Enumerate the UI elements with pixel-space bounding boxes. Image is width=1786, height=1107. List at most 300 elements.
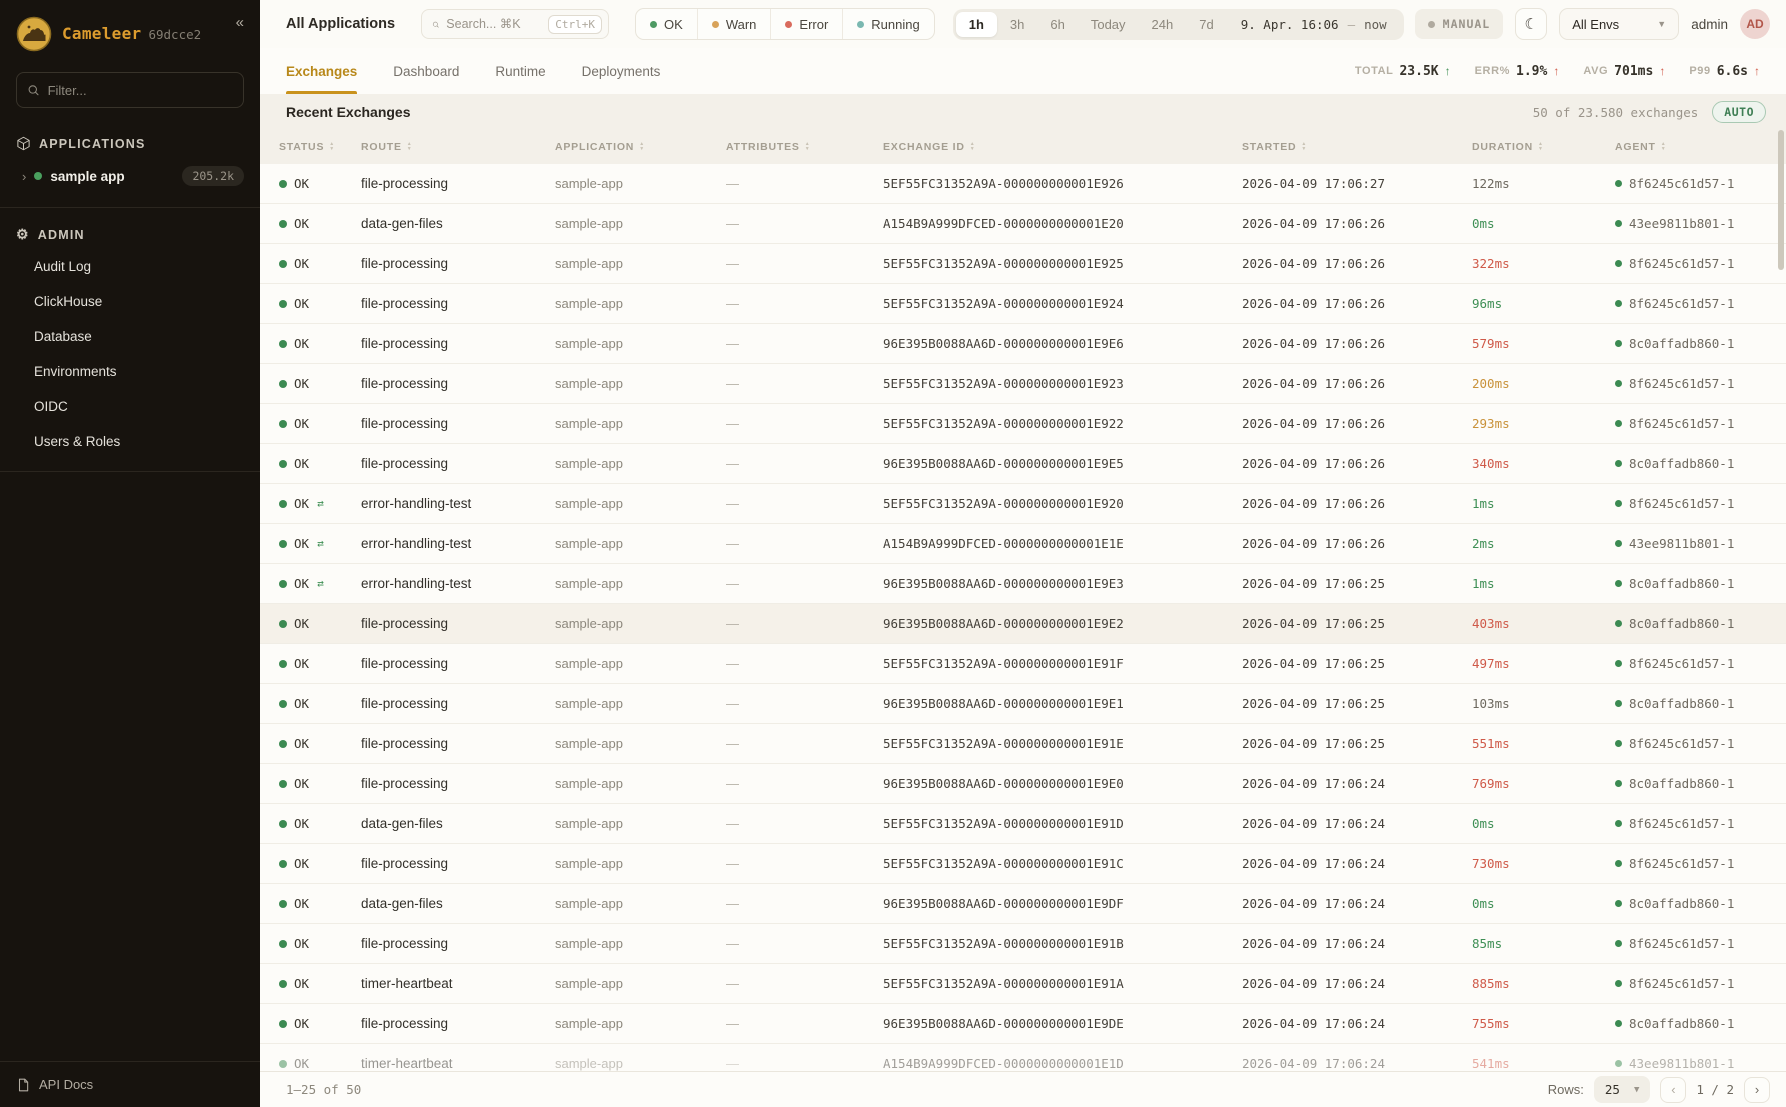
chevron-down-icon: ▼	[1657, 19, 1667, 29]
table-row[interactable]	[260, 924, 1786, 964]
status-cell	[279, 216, 361, 231]
agent-status-dot	[1615, 220, 1622, 227]
stat-value: 6.6s	[1716, 63, 1748, 79]
exchange-id-cell: 5EF55FC31352A9A-000000000001E924	[883, 296, 1124, 311]
started-cell: 2026-04-09 17:06:24	[1242, 896, 1385, 911]
trend-up-icon: ↑	[1553, 64, 1560, 78]
agent-label: 8f6245c61d57-1	[1629, 176, 1735, 191]
stat-err	[1475, 64, 1560, 79]
table-row[interactable]	[260, 884, 1786, 924]
sidebar-item-database[interactable]: Database	[34, 329, 92, 344]
status-cell	[279, 576, 361, 591]
status-ok-dot	[279, 580, 287, 588]
agent-label: 8f6245c61d57-1	[1629, 936, 1735, 951]
table-row[interactable]	[260, 484, 1786, 524]
sidebar	[0, 0, 260, 1107]
rows-per-page-select[interactable]	[1594, 1076, 1650, 1103]
table-row[interactable]	[260, 964, 1786, 1004]
agent-status-dot	[1615, 540, 1622, 547]
agent-status-dot	[1615, 940, 1622, 947]
duration-cell: 730ms	[1472, 856, 1510, 871]
table-row[interactable]	[260, 404, 1786, 444]
column-header-route[interactable]: ROUTE ▲ ▼	[361, 141, 555, 153]
status-ok-dot	[279, 700, 287, 708]
application-cell: sample-app	[555, 296, 623, 311]
agent-cell	[1615, 1016, 1772, 1031]
tab-dashboard[interactable]: Dashboard	[393, 48, 459, 94]
section-right	[1533, 101, 1766, 123]
agent-status-dot	[1615, 380, 1622, 387]
agent-label: 8f6245c61d57-1	[1629, 736, 1735, 751]
application-cell: sample-app	[555, 216, 623, 231]
agent-label: 8f6245c61d57-1	[1629, 296, 1735, 311]
status-label: OK	[294, 896, 310, 911]
filter-chip-warn[interactable]	[697, 9, 771, 39]
table-row[interactable]	[260, 724, 1786, 764]
duration-cell: 1ms	[1472, 576, 1495, 591]
sidebar-item-label: sample app	[50, 168, 125, 184]
application-cell: sample-app	[555, 1016, 623, 1031]
stat-label: TOTAL	[1354, 65, 1394, 77]
exchange-id-cell: A154B9A999DFCED-0000000000001E20	[883, 216, 1124, 231]
table-footer	[260, 1071, 1786, 1107]
attributes-cell: —	[726, 1016, 739, 1031]
time-start: 9. Apr. 16:06	[1240, 16, 1339, 32]
status-cell	[279, 176, 361, 191]
exchange-count-badge: 205.2k	[182, 166, 244, 186]
route-cell: file-processing	[361, 736, 449, 751]
brand-name: Cameleer	[62, 24, 142, 43]
agent-label: 8f6245c61d57-1	[1629, 496, 1735, 511]
table-row[interactable]	[260, 324, 1786, 364]
agent-cell	[1615, 896, 1772, 911]
table-row[interactable]	[260, 604, 1786, 644]
sidebar-item-audit-log[interactable]: Audit Log	[34, 259, 92, 274]
stat-value: 1.9%	[1516, 63, 1548, 79]
status-label: OK	[294, 296, 310, 311]
started-cell: 2026-04-09 17:06:25	[1242, 576, 1385, 591]
attributes-cell: —	[726, 896, 739, 911]
status-cell	[279, 816, 361, 831]
stat-total	[1355, 64, 1451, 79]
sidebar-divider	[0, 207, 260, 208]
search-icon	[432, 18, 439, 31]
sidebar-item-sample-app[interactable]	[0, 157, 260, 195]
status-ok-dot	[279, 1020, 287, 1028]
status-ok-dot	[279, 220, 287, 228]
attributes-cell: —	[726, 496, 739, 511]
scrollbar-thumb[interactable]	[1778, 130, 1784, 270]
admin-section-label: ADMIN	[37, 227, 85, 242]
started-cell: 2026-04-09 17:06:24	[1242, 776, 1385, 791]
env-select-value: All Envs	[1572, 16, 1620, 32]
status-cell	[279, 696, 361, 711]
manual-refresh-button[interactable]	[1415, 9, 1504, 39]
agent-label: 8c0affadb860-1	[1629, 896, 1735, 911]
duration-cell: 0ms	[1472, 816, 1495, 831]
status-label: OK	[294, 776, 310, 791]
exchange-id-cell: 96E395B0088AA6D-000000000001E9E6	[883, 336, 1124, 351]
chevron-down-icon: ▼	[1633, 1084, 1640, 1095]
moon-icon: ☾	[1524, 16, 1538, 33]
route-cell: data-gen-files	[361, 896, 443, 911]
attributes-cell: —	[726, 456, 739, 471]
table-header	[260, 130, 1786, 164]
table-row[interactable]	[260, 244, 1786, 284]
search-field[interactable]	[446, 17, 541, 31]
agent-status-dot	[1615, 980, 1622, 987]
status-ok-dot	[279, 180, 287, 188]
status-label: OK	[294, 416, 310, 431]
started-cell: 2026-04-09 17:06:25	[1242, 696, 1385, 711]
recent-exchanges-bar	[260, 94, 1786, 130]
application-cell: sample-app	[555, 576, 623, 591]
search-icon	[27, 83, 40, 97]
duration-cell: 403ms	[1472, 616, 1510, 631]
agent-cell	[1615, 616, 1772, 631]
cube-icon	[16, 136, 31, 151]
admin-nav	[0, 249, 260, 459]
sidebar-item-users-roles[interactable]: Users & Roles	[34, 434, 121, 449]
dark-mode-toggle[interactable]	[1515, 8, 1547, 40]
agent-status-dot	[1615, 340, 1622, 347]
sort-icon	[1301, 142, 1307, 152]
tab-exchanges[interactable]: Exchanges	[286, 48, 357, 94]
table-row[interactable]	[260, 644, 1786, 684]
attributes-cell: —	[726, 336, 739, 351]
status-cell	[279, 856, 361, 871]
stat-p99	[1689, 64, 1760, 79]
exchange-id-cell: 96E395B0088AA6D-000000000001E9E2	[883, 616, 1124, 631]
duration-cell: 769ms	[1472, 776, 1510, 791]
column-header-agent[interactable]: AGENT ▲ ▼	[1615, 141, 1772, 153]
agent-label: 8c0affadb860-1	[1629, 576, 1735, 591]
started-cell: 2026-04-09 17:06:26	[1242, 456, 1385, 471]
time-range-1h[interactable]: 1h	[956, 12, 997, 37]
status-cell	[279, 1056, 361, 1071]
exchange-id-cell: 96E395B0088AA6D-000000000001E9E1	[883, 696, 1124, 711]
status-ok-dot	[279, 340, 287, 348]
application-cell: sample-app	[555, 496, 623, 511]
route-cell: file-processing	[361, 1016, 449, 1031]
duration-cell: 579ms	[1472, 336, 1510, 351]
status-label: OK	[294, 176, 310, 191]
time-range-3h[interactable]: 3h	[997, 12, 1037, 37]
status-label: OK	[294, 936, 310, 951]
status-ok-dot	[279, 820, 287, 828]
column-header-started[interactable]: STARTED ▲ ▼	[1242, 141, 1472, 153]
pagination-controls	[1548, 1076, 1770, 1103]
attributes-cell: —	[726, 416, 739, 431]
started-cell: 2026-04-09 17:06:24	[1242, 856, 1385, 871]
agent-cell	[1615, 416, 1772, 431]
exchange-id-cell: 5EF55FC31352A9A-000000000001E923	[883, 376, 1124, 391]
agent-cell	[1615, 656, 1772, 671]
agent-label: 8c0affadb860-1	[1629, 456, 1735, 471]
agent-cell	[1615, 256, 1772, 271]
status-label: OK	[294, 536, 310, 551]
cameleer-logo-icon	[16, 16, 52, 52]
column-header-duration[interactable]: DURATION ▲ ▼	[1472, 141, 1615, 153]
column-header-exchange-id[interactable]: EXCHANGE ID ▲ ▼	[883, 141, 1242, 153]
agent-status-dot	[1615, 460, 1622, 467]
vertical-scrollbar[interactable]	[1778, 130, 1784, 1067]
stat-value: 23.5K	[1399, 63, 1439, 79]
status-filter-group	[635, 8, 935, 40]
table-row[interactable]	[260, 164, 1786, 204]
attributes-cell: —	[726, 776, 739, 791]
status-ok-dot	[279, 900, 287, 908]
agent-cell	[1615, 936, 1772, 951]
attributes-cell: —	[726, 256, 739, 271]
duration-cell: 0ms	[1472, 896, 1495, 911]
time-dash: —	[1347, 16, 1356, 32]
chevron-right-icon[interactable]: ›	[22, 168, 27, 184]
sidebar-item-clickhouse[interactable]: ClickHouse	[34, 294, 103, 309]
table-row[interactable]	[260, 804, 1786, 844]
env-select[interactable]	[1559, 8, 1679, 40]
exchange-count-text: 50 of 23.580 exchanges	[1532, 104, 1699, 120]
application-cell: sample-app	[555, 336, 623, 351]
table-row[interactable]	[260, 444, 1786, 484]
column-header-attributes[interactable]: ATTRIBUTES ▲ ▼	[726, 141, 883, 153]
agent-cell	[1615, 536, 1772, 551]
application-cell: sample-app	[555, 976, 623, 991]
started-cell: 2026-04-09 17:06:26	[1242, 216, 1385, 231]
duration-cell: 755ms	[1472, 1016, 1510, 1031]
redelivery-icon: ⇄	[317, 577, 324, 590]
status-label: OK	[294, 736, 310, 751]
application-cell: sample-app	[555, 656, 623, 671]
stat-avg	[1583, 64, 1665, 79]
auto-refresh-badge[interactable]: AUTO	[1712, 101, 1766, 123]
status-cell	[279, 736, 361, 751]
time-range-7d[interactable]: 7d	[1186, 12, 1226, 37]
agent-label: 8f6245c61d57-1	[1629, 416, 1735, 431]
application-cell: sample-app	[555, 376, 623, 391]
application-cell: sample-app	[555, 416, 623, 431]
attributes-cell: —	[726, 696, 739, 711]
route-cell: file-processing	[361, 456, 449, 471]
duration-cell: 340ms	[1472, 456, 1510, 471]
duration-cell: 96ms	[1472, 296, 1503, 311]
sidebar-filter-field[interactable]	[48, 83, 233, 98]
table-row[interactable]	[260, 764, 1786, 804]
status-ok-dot	[279, 780, 287, 788]
sidebar-header	[0, 0, 260, 64]
agent-label: 8f6245c61d57-1	[1629, 256, 1735, 271]
agent-cell	[1615, 1056, 1772, 1071]
application-cell: sample-app	[555, 936, 623, 951]
trend-up-icon: ↑	[1659, 64, 1666, 78]
topbar	[260, 0, 1786, 48]
attributes-cell: —	[726, 816, 739, 831]
tab-runtime[interactable]: Runtime	[495, 48, 545, 94]
route-cell: error-handling-test	[361, 576, 472, 591]
table-row[interactable]	[260, 684, 1786, 724]
duration-cell: 322ms	[1472, 256, 1510, 271]
status-label: OK	[294, 256, 310, 271]
status-cell	[279, 256, 361, 271]
status-ok-dot	[279, 660, 287, 668]
table-row[interactable]	[260, 204, 1786, 244]
filter-chip-label: Warn	[725, 16, 757, 32]
status-label: OK	[294, 576, 310, 591]
agent-status-dot	[1615, 860, 1622, 867]
filter-chip-label: OK	[664, 16, 683, 32]
route-cell: file-processing	[361, 776, 449, 791]
agent-status-dot	[1615, 500, 1622, 507]
application-cell: sample-app	[555, 536, 623, 551]
agent-label: 8c0affadb860-1	[1629, 776, 1735, 791]
table-row[interactable]	[260, 284, 1786, 324]
table-row[interactable]	[260, 1004, 1786, 1044]
attributes-cell: —	[726, 736, 739, 751]
stat-label: ERR%	[1474, 65, 1511, 77]
search-input[interactable]	[421, 9, 609, 39]
sort-icon	[1661, 142, 1667, 152]
agent-status-dot	[1615, 1060, 1622, 1067]
sidebar-collapse-button[interactable]: «	[235, 14, 244, 31]
admin-section-header	[0, 220, 260, 249]
sort-icon	[1538, 142, 1544, 152]
route-cell: timer-heartbeat	[361, 976, 453, 991]
stat-label: P99	[1689, 65, 1711, 77]
duration-cell: 1ms	[1472, 496, 1495, 511]
started-cell: 2026-04-09 17:06:26	[1242, 536, 1385, 551]
duration-cell: 85ms	[1472, 936, 1503, 951]
column-header-status[interactable]: STATUS ▲ ▼	[279, 141, 361, 153]
sidebar-item-oidc[interactable]: OIDC	[34, 399, 68, 414]
agent-label: 8f6245c61d57-1	[1629, 656, 1735, 671]
exchange-id-cell: 96E395B0088AA6D-000000000001E9E5	[883, 456, 1124, 471]
avatar[interactable]: AD	[1740, 9, 1770, 39]
redelivery-icon: ⇄	[317, 537, 324, 550]
status-cell	[279, 896, 361, 911]
sort-icon	[329, 142, 335, 152]
sidebar-item-api-docs[interactable]	[0, 1061, 260, 1107]
status-label: OK	[294, 496, 310, 511]
status-ok-dot	[279, 860, 287, 868]
duration-cell: 122ms	[1472, 176, 1510, 191]
attributes-cell: —	[726, 176, 739, 191]
status-ok-dot	[279, 980, 287, 988]
started-cell: 2026-04-09 17:06:26	[1242, 256, 1385, 271]
started-cell: 2026-04-09 17:06:24	[1242, 1056, 1385, 1071]
duration-cell: 0ms	[1472, 216, 1495, 231]
status-cell	[279, 456, 361, 471]
started-cell: 2026-04-09 17:06:24	[1242, 1016, 1385, 1031]
filter-chip-ok[interactable]	[636, 9, 697, 39]
topbar-right	[1415, 8, 1770, 40]
rows-per-page-value: 25	[1604, 1082, 1620, 1097]
attributes-cell: —	[726, 1056, 739, 1071]
agent-status-dot	[1615, 420, 1622, 427]
duration-cell: 551ms	[1472, 736, 1510, 751]
exchange-id-cell: 5EF55FC31352A9A-000000000001E91E	[883, 736, 1124, 751]
redelivery-icon: ⇄	[317, 497, 324, 510]
route-cell: data-gen-files	[361, 816, 443, 831]
time-range-24h[interactable]: 24h	[1139, 12, 1187, 37]
time-range-6h[interactable]: 6h	[1037, 12, 1077, 37]
prev-page-button[interactable]: ‹	[1660, 1077, 1686, 1103]
status-cell	[279, 976, 361, 991]
duration-cell: 200ms	[1472, 376, 1510, 391]
agent-status-dot	[1615, 620, 1622, 627]
agent-status-dot	[1615, 820, 1622, 827]
main-content	[260, 0, 1786, 1107]
agent-label: 8c0affadb860-1	[1629, 1016, 1735, 1031]
table-row[interactable]	[260, 844, 1786, 884]
filter-chip-running[interactable]	[842, 9, 933, 39]
attributes-cell: —	[726, 216, 739, 231]
started-cell: 2026-04-09 17:06:26	[1242, 496, 1385, 511]
started-cell: 2026-04-09 17:06:24	[1242, 816, 1385, 831]
duration-cell: 293ms	[1472, 416, 1510, 431]
page-indicator: 1 / 2	[1696, 1082, 1734, 1097]
exchange-id-cell: 96E395B0088AA6D-000000000001E9E0	[883, 776, 1124, 791]
agent-label: 8c0affadb860-1	[1629, 336, 1735, 351]
filter-chip-error[interactable]	[770, 9, 842, 39]
attributes-cell: —	[726, 616, 739, 631]
agent-label: 8c0affadb860-1	[1629, 616, 1735, 631]
agent-label: 43ee9811b801-1	[1629, 216, 1735, 231]
started-cell: 2026-04-09 17:06:27	[1242, 176, 1385, 191]
search-shortcut-kbd: Ctrl+K	[548, 15, 602, 34]
agent-status-dot	[1615, 180, 1622, 187]
table-row[interactable]	[260, 564, 1786, 604]
route-cell: file-processing	[361, 376, 449, 391]
route-cell: file-processing	[361, 256, 449, 271]
route-cell: data-gen-files	[361, 216, 443, 231]
status-ok-dot	[279, 460, 287, 468]
table-row[interactable]	[260, 524, 1786, 564]
manual-dot	[1428, 21, 1435, 28]
agent-status-dot	[1615, 900, 1622, 907]
next-page-button[interactable]: ›	[1744, 1077, 1770, 1103]
sidebar-item-environments[interactable]: Environments	[34, 364, 117, 379]
status-cell	[279, 616, 361, 631]
status-cell	[279, 536, 361, 551]
tab-deployments[interactable]: Deployments	[582, 48, 661, 94]
agent-cell	[1615, 176, 1772, 191]
brand-version: 69dcce2	[148, 27, 202, 42]
table-body	[260, 164, 1786, 1084]
application-cell: sample-app	[555, 456, 623, 471]
time-range-today[interactable]: Today	[1078, 12, 1139, 37]
status-cell	[279, 936, 361, 951]
route-cell: file-processing	[361, 336, 449, 351]
status-ok-dot	[279, 380, 287, 388]
application-cell: sample-app	[555, 816, 623, 831]
exchange-id-cell: A154B9A999DFCED-0000000000001E1D	[883, 1056, 1124, 1071]
agent-status-dot	[1615, 1020, 1622, 1027]
sidebar-filter-input[interactable]	[16, 72, 244, 108]
time-range-selector	[953, 9, 1404, 40]
table-row[interactable]	[260, 364, 1786, 404]
document-icon	[16, 1078, 30, 1092]
agent-label: 8f6245c61d57-1	[1629, 376, 1735, 391]
application-cell: sample-app	[555, 256, 623, 271]
duration-cell: 2ms	[1472, 536, 1495, 551]
time-range-display[interactable]	[1227, 17, 1401, 32]
column-header-application[interactable]: APPLICATION ▲ ▼	[555, 141, 726, 153]
exchange-id-cell: 5EF55FC31352A9A-000000000001E91C	[883, 856, 1124, 871]
status-ok-dot	[279, 420, 287, 428]
route-cell: file-processing	[361, 416, 449, 431]
tabs-row	[260, 48, 1786, 94]
page-title: Recent Exchanges	[286, 104, 411, 120]
